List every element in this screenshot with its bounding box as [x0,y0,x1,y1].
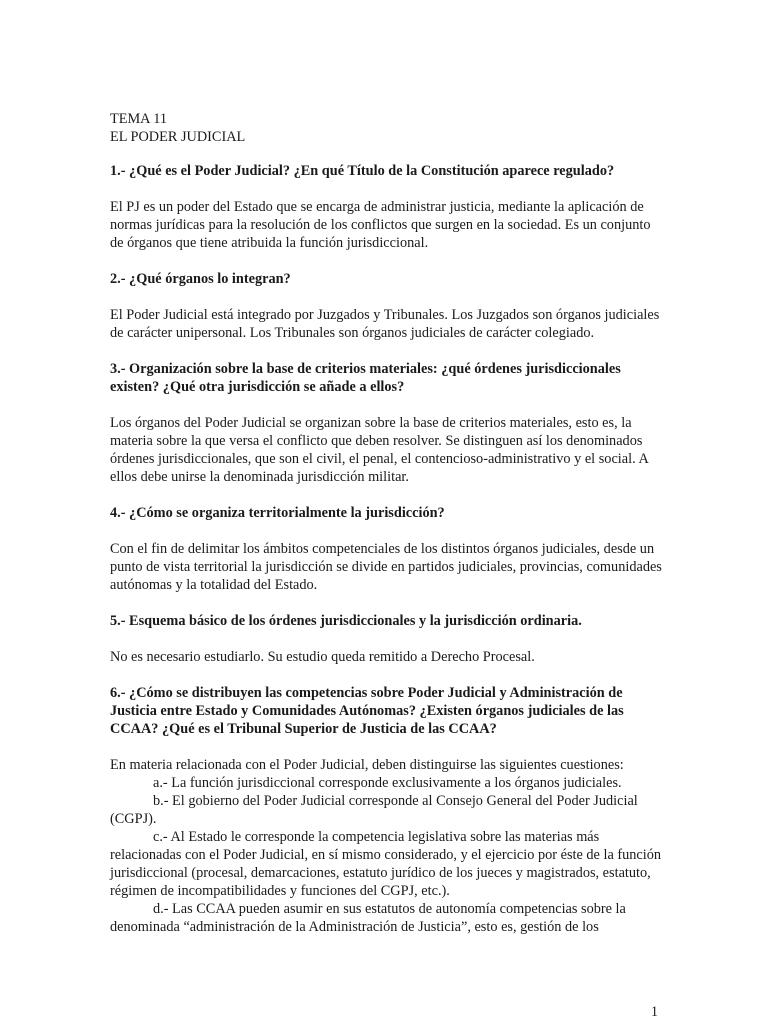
answer-3: Los órganos del Poder Judicial se organizan sobre la base de criterios materiales, esto es, la materia sobre la que versa el conflicto que deben resolver. Se distinguen así los denominados órdenes jurisdiccionales, que son el civil, el penal, el contencioso-administrativo y el social. A ellos debe unirse la denominada jurisdicción militar. [110,415,648,485]
list-item: b.- El gobierno del Poder Judicial corresponde al Consejo General del Poder Judicial (CGPJ). [110,793,638,827]
answer-2: El Poder Judicial está integrado por Juzgados y Tribunales. Los Juzgados son órganos judiciales de carácter unipersonal. Los Tribunales son órganos judiciales de carácter colegiado. [110,307,660,341]
question-4: 4.- ¿Cómo se organiza territorialmente la jurisdicción? [110,505,445,521]
question-2: 2.- ¿Qué órganos lo integran? [110,271,291,287]
list-item: a.- La función jurisdiccional corresponde exclusivamente a los órganos judiciales. [153,775,622,791]
answer-6-intro: En materia relacionada con el Poder Judicial, deben distinguirse las siguientes cuestiones: [110,757,624,773]
page-number: 1 [650,1004,658,1020]
answer-1: El PJ es un poder del Estado que se encarga de administrar justicia, mediante la aplicación de normas jurídicas para la resolución de los conflictos que surgen en la sociedad. Es un conjunto de órganos que tiene atribuida la función jurisdiccional. [110,199,651,251]
list-item: d.- Las CCAA pueden asumir en sus estatutos de autonomía competencias sobre la denominada “administración de la Administración de Justicia”, esto es, gestión de los [110,901,626,935]
question-1: 1.- ¿Qué es el Poder Judicial? ¿En qué Título de la Constitución aparece regulado? [110,163,615,179]
question-5: 5.- Esquema básico de los órdenes jurisdiccionales y la jurisdicción ordinaria. [110,613,582,629]
list-item: c.- Al Estado le corresponde la competencia legislativa sobre las materias más relacionadas con el Poder Judicial, en sí mismo considerado, y el ejercicio por éste de la función jurisdiccional (procesal, demarcaciones, estatuto jurídico de los jueces y magistrados, estatuto, régimen de incompatibilidades y funciones del CGPJ, etc.). [110,829,662,899]
answer-5: No es necesario estudiarlo. Su estudio queda remitido a Derecho Procesal. [110,649,535,665]
document-page [110,110,662,936]
document-title: EL PODER JUDICIAL [110,129,246,145]
topic-number: TEMA 11 [110,111,168,127]
question-3: 3.- Organización sobre la base de criterios materiales: ¿qué órdenes jurisdiccionales existen? ¿Qué otra jurisdicción se añade a ellos? [110,361,621,395]
question-6: 6.- ¿Cómo se distribuyen las competencias sobre Poder Judicial y Administración de Justicia entre Estado y Comunidades Autónomas? ¿Existen órganos judiciales de las CCAA? ¿Qué es el Tribunal Superior de Justicia de las CCAA? [110,685,624,737]
answer-4: Con el fin de delimitar los ámbitos competenciales de los distintos órganos judiciales, desde un punto de vista territorial la jurisdicción se divide en partidos judiciales, provincias, comunidades autónomas y la totalidad del Estado. [110,541,662,593]
